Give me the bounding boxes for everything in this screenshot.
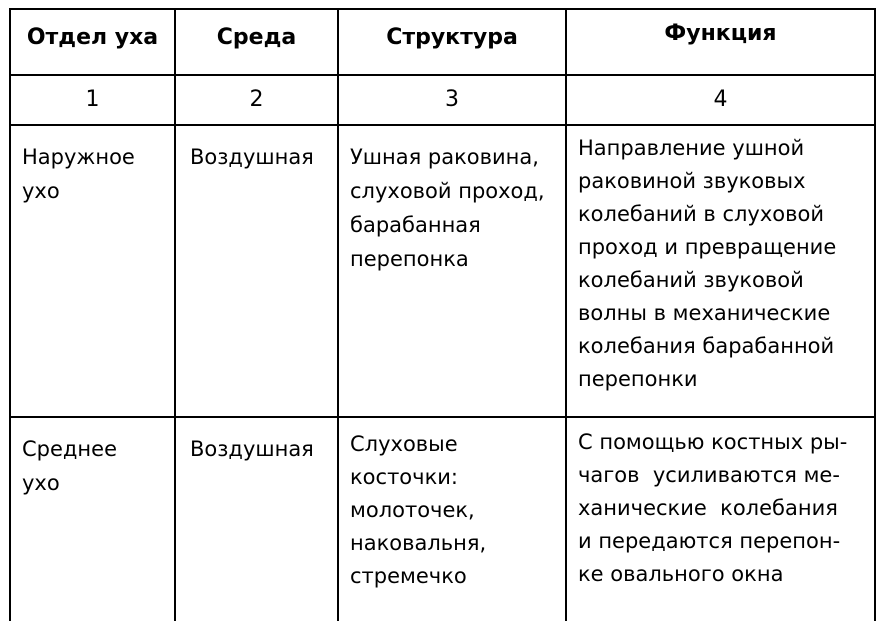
row-outer-function: Направление ушной раковиной звуковых колебаний в слуховой проход и превращение колебаний звуковой волны в механические колебания барабанной перепонки: [578, 136, 837, 391]
row-middle-medium: Воздушная: [190, 437, 314, 461]
table-border-right: [874, 8, 876, 621]
header-medium: Среда: [216, 25, 297, 50]
column-number-4: 4: [713, 87, 728, 112]
row-outer-section: Наружное ухо: [22, 145, 135, 203]
column-number-1: 1: [85, 87, 100, 112]
row-middle-structure: Слуховые косточки: молоточек, наковальня, стремечко: [350, 432, 487, 588]
header-section: Отдел уха: [26, 25, 159, 50]
number-row-divider: [9, 124, 876, 126]
header-structure: Структура: [386, 25, 518, 50]
header-function: Функция: [664, 21, 777, 46]
row-divider: [9, 416, 876, 418]
row-middle-section: Среднее ухо: [22, 437, 118, 495]
column-number-3: 3: [445, 87, 459, 112]
row-outer-medium: Воздушная: [190, 145, 314, 169]
table-border-top: [9, 8, 876, 10]
header-divider: [9, 74, 876, 76]
row-middle-function: С помощью костных ры- чагов усиливаются ме- ханические колебания и передаются перепон- ке овального окна: [578, 430, 848, 586]
row-outer-structure: Ушная раковина, слуховой проход, барабанная перепонка: [350, 145, 545, 271]
column-number-2: 2: [249, 87, 264, 112]
